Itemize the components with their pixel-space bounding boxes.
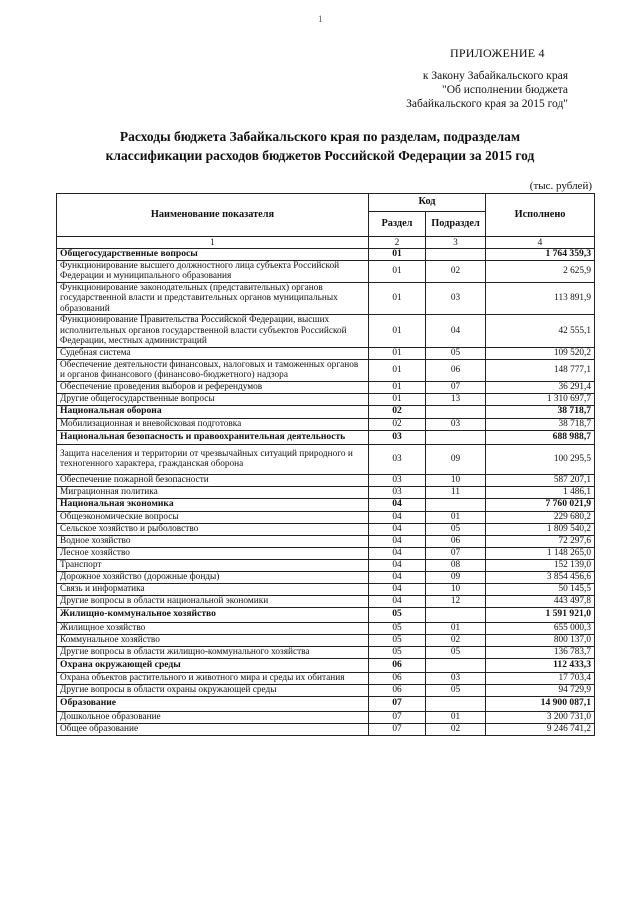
row-section-code: 04 xyxy=(369,595,426,607)
row-value: 72 297,6 xyxy=(486,535,595,547)
row-section-code: 03 xyxy=(369,486,426,498)
table-row xyxy=(57,474,595,486)
row-subsection-code: 05 xyxy=(426,646,486,658)
row-section-code: 01 xyxy=(369,381,426,393)
row-subsection-code: 02 xyxy=(426,723,486,735)
table-row xyxy=(57,381,595,393)
row-subsection-code: 07 xyxy=(426,381,486,393)
column-numbers-row xyxy=(57,237,595,249)
appendix-line: к Закону Забайкальского края xyxy=(422,70,568,82)
row-name: Миграционная политика xyxy=(57,486,369,498)
row-value: 229 680,2 xyxy=(486,511,595,523)
row-subsection-code: 05 xyxy=(426,347,486,359)
column-number: 2 xyxy=(369,237,426,249)
row-value: 1 310 697,7 xyxy=(486,393,595,405)
row-value: 17 703,4 xyxy=(486,672,595,684)
appendix-line: Забайкальского края за 2015 год" xyxy=(406,98,568,110)
row-value: 112 433,3 xyxy=(486,658,595,672)
table-row xyxy=(57,711,595,723)
section-row xyxy=(57,248,595,260)
row-subsection-code xyxy=(426,607,486,622)
units-label: (тыс. рублей) xyxy=(529,180,592,192)
row-section-code: 07 xyxy=(369,723,426,735)
row-value: 38 718,7 xyxy=(486,405,595,418)
table-row xyxy=(57,646,595,658)
row-name: Лесное хозяйство xyxy=(57,547,369,559)
row-section-code: 02 xyxy=(369,405,426,418)
row-name: Водное хозяйство xyxy=(57,535,369,547)
budget-table xyxy=(56,193,595,736)
row-value: 38 718,7 xyxy=(486,418,595,430)
row-subsection-code: 05 xyxy=(426,523,486,535)
row-name: Мобилизационная и вневойсковая подготовка xyxy=(57,418,369,430)
row-name: Охрана объектов растительного и животного мира и среды их обитания xyxy=(57,672,369,684)
row-value: 800 137,0 xyxy=(486,634,595,646)
page-mark: 1 xyxy=(318,14,323,24)
section-row xyxy=(57,405,595,418)
row-subsection-code xyxy=(426,658,486,672)
table-row xyxy=(57,723,595,735)
table-row xyxy=(57,535,595,547)
column-number: 3 xyxy=(426,237,486,249)
row-name: Функционирование законодательных (представительных) органов государственной власти и представительных органов муниципальных образований xyxy=(57,282,369,315)
section-row xyxy=(57,658,595,672)
row-name: Другие общегосударственные вопросы xyxy=(57,393,369,405)
row-name: Жилищное хозяйство xyxy=(57,622,369,634)
row-name: Функционирование Правительства Российской Федерации, высших исполнительных органов государственной власти субъектов Российской Федерации, местных администраций xyxy=(57,315,369,348)
row-name: Национальная экономика xyxy=(57,498,369,511)
row-section-code: 04 xyxy=(369,559,426,571)
row-name: Судебная система xyxy=(57,347,369,359)
table-row xyxy=(57,282,595,315)
row-section-code: 04 xyxy=(369,583,426,595)
row-name: Другие вопросы в области охраны окружающей среды xyxy=(57,684,369,696)
row-value: 100 295,5 xyxy=(486,444,595,474)
section-row xyxy=(57,498,595,511)
row-name: Национальная оборона xyxy=(57,405,369,418)
document-title-line-2: классификации расходов бюджетов Российской Федерации за 2015 год xyxy=(105,148,535,163)
row-subsection-code: 02 xyxy=(426,634,486,646)
row-subsection-code: 02 xyxy=(426,260,486,282)
appendix-title: ПРИЛОЖЕНИЕ 4 xyxy=(450,46,545,60)
section-row xyxy=(57,607,595,622)
table-row xyxy=(57,444,595,474)
row-name: Функционирование высшего должностного лица субъекта Российской Федерации и муниципального образования xyxy=(57,260,369,282)
row-subsection-code: 03 xyxy=(426,418,486,430)
row-value: 1 809 540,2 xyxy=(486,523,595,535)
row-subsection-code: 03 xyxy=(426,282,486,315)
row-value: 36 291,4 xyxy=(486,381,595,393)
table-body xyxy=(57,248,595,735)
row-value: 2 625,9 xyxy=(486,260,595,282)
row-value: 136 783,7 xyxy=(486,646,595,658)
row-section-code: 06 xyxy=(369,684,426,696)
row-name: Коммунальное хозяйство xyxy=(57,634,369,646)
row-value: 9 246 741,2 xyxy=(486,723,595,735)
row-subsection-code xyxy=(426,696,486,711)
row-section-code: 05 xyxy=(369,646,426,658)
row-section-code: 03 xyxy=(369,474,426,486)
row-value: 42 555,1 xyxy=(486,315,595,348)
row-subsection-code: 03 xyxy=(426,672,486,684)
row-subsection-code: 11 xyxy=(426,486,486,498)
table-row xyxy=(57,595,595,607)
row-subsection-code: 05 xyxy=(426,684,486,696)
row-section-code: 04 xyxy=(369,535,426,547)
appendix-line: "Об исполнении бюджета xyxy=(442,84,568,96)
row-section-code: 05 xyxy=(369,634,426,646)
table-row xyxy=(57,634,595,646)
row-section-code: 01 xyxy=(369,315,426,348)
row-section-code: 07 xyxy=(369,696,426,711)
table-row xyxy=(57,559,595,571)
row-section-code: 04 xyxy=(369,511,426,523)
row-value: 50 145,5 xyxy=(486,583,595,595)
row-subsection-code: 10 xyxy=(426,474,486,486)
row-subsection-code: 01 xyxy=(426,622,486,634)
row-section-code: 04 xyxy=(369,571,426,583)
row-name: Национальная безопасность и правоохранительная деятельность xyxy=(57,430,369,444)
row-subsection-code: 09 xyxy=(426,444,486,474)
row-subsection-code: 09 xyxy=(426,571,486,583)
row-subsection-code: 01 xyxy=(426,711,486,723)
row-section-code: 04 xyxy=(369,547,426,559)
row-value: 152 139,0 xyxy=(486,559,595,571)
row-section-code: 01 xyxy=(369,347,426,359)
row-subsection-code: 01 xyxy=(426,511,486,523)
row-value: 1 148 265,0 xyxy=(486,547,595,559)
row-section-code: 01 xyxy=(369,248,426,260)
header-section: Раздел xyxy=(369,212,426,237)
document-title-line-1: Расходы бюджета Забайкальского края по разделам, подразделам xyxy=(119,129,521,144)
row-section-code: 05 xyxy=(369,607,426,622)
row-section-code: 06 xyxy=(369,672,426,684)
document-title xyxy=(60,127,580,165)
table-row xyxy=(57,260,595,282)
row-subsection-code xyxy=(426,498,486,511)
row-name: Общегосударственные вопросы xyxy=(57,248,369,260)
table-row xyxy=(57,359,595,381)
row-subsection-code: 08 xyxy=(426,559,486,571)
section-row xyxy=(57,696,595,711)
table-row xyxy=(57,418,595,430)
row-subsection-code xyxy=(426,248,486,260)
row-value: 14 900 087,1 xyxy=(486,696,595,711)
row-name: Обеспечение проведения выборов и референдумов xyxy=(57,381,369,393)
header-name: Наименование показателя xyxy=(57,194,369,237)
row-section-code: 04 xyxy=(369,498,426,511)
row-subsection-code: 04 xyxy=(426,315,486,348)
row-subsection-code: 06 xyxy=(426,359,486,381)
table-row xyxy=(57,523,595,535)
row-value: 688 988,7 xyxy=(486,430,595,444)
row-value: 655 000,3 xyxy=(486,622,595,634)
row-name: Дорожное хозяйство (дорожные фонды) xyxy=(57,571,369,583)
row-name: Другие вопросы в области национальной экономики xyxy=(57,595,369,607)
row-section-code: 07 xyxy=(369,711,426,723)
row-value: 109 520,2 xyxy=(486,347,595,359)
row-section-code: 01 xyxy=(369,359,426,381)
row-section-code: 06 xyxy=(369,658,426,672)
row-section-code: 01 xyxy=(369,260,426,282)
row-name: Общее образование xyxy=(57,723,369,735)
row-name: Транспорт xyxy=(57,559,369,571)
header-subsection: Подраздел xyxy=(426,212,486,237)
table-row xyxy=(57,547,595,559)
header-code: Код xyxy=(369,194,486,212)
table-row xyxy=(57,511,595,523)
row-value: 587 207,1 xyxy=(486,474,595,486)
row-name: Образование xyxy=(57,696,369,711)
row-section-code: 01 xyxy=(369,393,426,405)
table-row xyxy=(57,583,595,595)
row-value: 113 891,9 xyxy=(486,282,595,315)
row-value: 1 591 921,0 xyxy=(486,607,595,622)
row-value: 3 854 456,6 xyxy=(486,571,595,583)
column-number: 1 xyxy=(57,237,369,249)
table-row xyxy=(57,684,595,696)
row-name: Сельское хозяйство и рыболовство xyxy=(57,523,369,535)
row-value: 148 777,1 xyxy=(486,359,595,381)
table-row xyxy=(57,486,595,498)
row-name: Жилищно-коммунальное хозяйство xyxy=(57,607,369,622)
row-section-code: 01 xyxy=(369,282,426,315)
row-value: 3 200 731,0 xyxy=(486,711,595,723)
row-subsection-code: 07 xyxy=(426,547,486,559)
row-section-code: 03 xyxy=(369,444,426,474)
row-name: Другие вопросы в области жилищно-коммунального хозяйства xyxy=(57,646,369,658)
header-executed: Исполнено xyxy=(486,194,595,237)
row-name: Защита населения и территории от чрезвычайных ситуаций природного и техногенного характера, гражданская оборона xyxy=(57,444,369,474)
column-number: 4 xyxy=(486,237,595,249)
row-section-code: 04 xyxy=(369,523,426,535)
row-value: 7 760 021,9 xyxy=(486,498,595,511)
row-section-code: 05 xyxy=(369,622,426,634)
table-row xyxy=(57,622,595,634)
table-row xyxy=(57,672,595,684)
row-value: 1 486,1 xyxy=(486,486,595,498)
table-row xyxy=(57,347,595,359)
table-header-row xyxy=(57,194,595,212)
row-subsection-code: 06 xyxy=(426,535,486,547)
row-subsection-code xyxy=(426,430,486,444)
section-row xyxy=(57,430,595,444)
appendix-block xyxy=(404,46,594,111)
row-value: 1 764 359,3 xyxy=(486,248,595,260)
table-row xyxy=(57,315,595,348)
row-name: Дошкольное образование xyxy=(57,711,369,723)
row-value: 443 497,8 xyxy=(486,595,595,607)
row-name: Связь и информатика xyxy=(57,583,369,595)
table-row xyxy=(57,393,595,405)
row-section-code: 02 xyxy=(369,418,426,430)
row-name: Обеспечение пожарной безопасности xyxy=(57,474,369,486)
row-subsection-code xyxy=(426,405,486,418)
row-subsection-code: 12 xyxy=(426,595,486,607)
table-row xyxy=(57,571,595,583)
row-value: 94 729,9 xyxy=(486,684,595,696)
row-subsection-code: 10 xyxy=(426,583,486,595)
row-name: Общеэкономические вопросы xyxy=(57,511,369,523)
row-subsection-code: 13 xyxy=(426,393,486,405)
row-name: Охрана окружающей среды xyxy=(57,658,369,672)
row-section-code: 03 xyxy=(369,430,426,444)
row-name: Обеспечение деятельности финансовых, налоговых и таможенных органов и органов финансового (финансово-бюджетного) надзора xyxy=(57,359,369,381)
